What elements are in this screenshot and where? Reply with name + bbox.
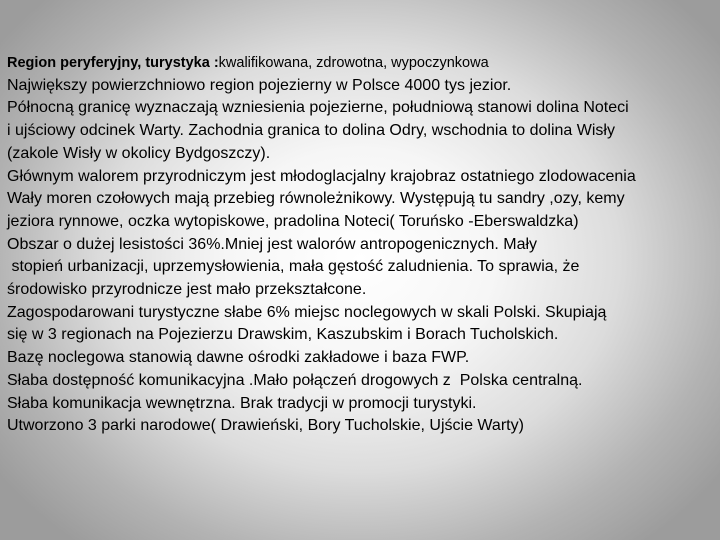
text-line: Zagospodarowani turystyczne słabe 6% miejsc noclegowych w skali Polski. Skupiają bbox=[7, 303, 607, 321]
text-line: stopień urbanizacji, uprzemysłowienia, mała gęstość zaludnienia. To sprawia, że bbox=[7, 258, 580, 276]
text-line: środowisko przyrodnicze jest mało przekształcone. bbox=[7, 281, 367, 299]
text-line: Obszar o dużej lesistości 36%.Mniej jest walorów antropogenicznych. Mały bbox=[7, 235, 538, 253]
text-line: Wały moren czołowych mają przebieg równoleżnikowy. Występują tu sandry ,ozy, kemy bbox=[7, 190, 625, 208]
text-line: i ujściowy odcinek Warty. Zachodnia granica to dolina Odry, wschodnia to dolina Wisły bbox=[7, 122, 615, 140]
text-line: Północną granicę wyznaczają wzniesienia pojezierne, południową stanowi dolina Noteci bbox=[7, 99, 629, 117]
text-line: Słaba komunikacja wewnętrzna. Brak tradycji w promocji turystyki. bbox=[7, 394, 477, 412]
text-line: Słaba dostępność komunikacyjna .Mało połączeń drogowych z Polska centralną. bbox=[7, 371, 583, 389]
text-line: Utworzono 3 parki narodowe( Drawieński, Bory Tucholskie, Ujście Warty) bbox=[7, 417, 524, 435]
heading-line bbox=[7, 52, 715, 75]
heading-bold-label: Region peryferyjny, turystyka : bbox=[7, 55, 219, 71]
slide-text-block bbox=[7, 52, 715, 438]
text-line: Głównym walorem przyrodniczym jest młodoglacjalny krajobraz ostatniego zlodowacenia bbox=[7, 167, 636, 185]
text-line: się w 3 regionach na Pojezierzu Drawskim, Kaszubskim i Borach Tucholskich. bbox=[7, 326, 559, 344]
text-line: Największy powierzchniowo region pojezierny w Polsce 4000 tys jezior. bbox=[7, 76, 512, 94]
text-line: Bazę noclegowa stanowią dawne ośrodki zakładowe i baza FWP. bbox=[7, 349, 470, 367]
text-line: (zakole Wisły w okolicy Bydgoszczy). bbox=[7, 144, 271, 162]
text-line: jeziora rynnowe, oczka wytopiskowe, pradolina Noteci( Toruńsko -Eberswaldzka) bbox=[7, 212, 579, 230]
heading-rest-text: kwalifikowana, zdrowotna, wypoczynkowa bbox=[218, 55, 489, 71]
